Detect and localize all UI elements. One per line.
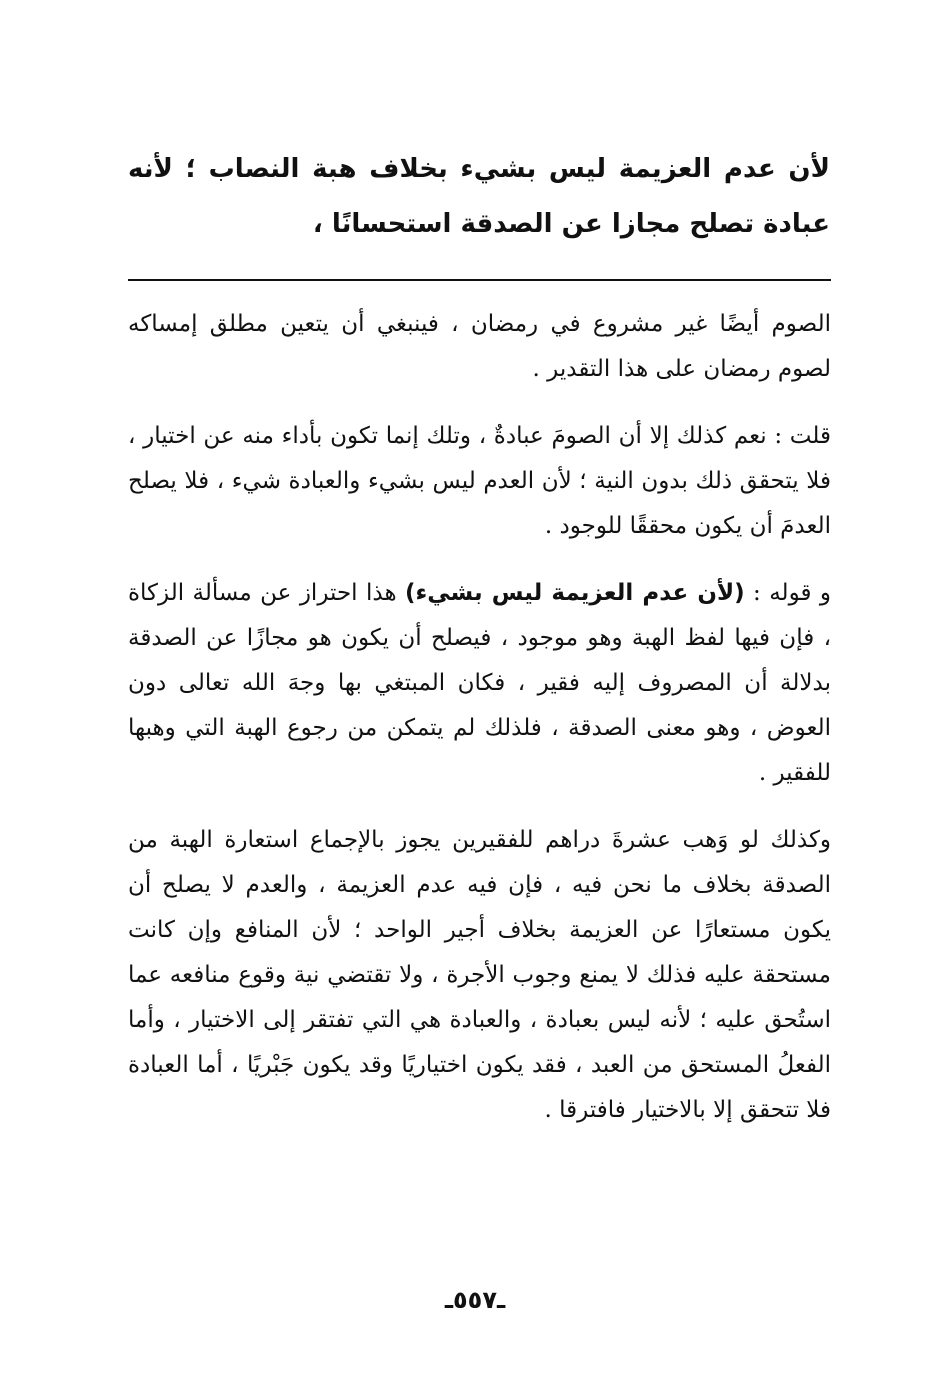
paragraph-3-lead: و قوله : [744,580,831,606]
commentary-paragraph-1: الصوم أيضًا غير مشروع في رمضان ، فينبغي أن يتعين مطلق إمساكه لصوم رمضان على هذا التقدير . [128,311,831,382]
commentary-paragraph-2: قلت : نعم كذلك إلا أن الصومَ عبادةٌ ، وتلك إنما تكون بأداء منه عن اختيار ، فلا يتحقق ذلك بدون النية ؛ لأن العدم ليس بشيء والعبادة شيء ، فلا يصلح العدمَ أن يكون محققًا للوجود . [128,423,831,539]
commentary-paragraph-3 [128,571,831,796]
commentary-paragraph-4: وكذلك لو وَهب عشرةَ دراهم للفقيرين يجوز بالإجماع استعارة الهبة من الصدقة بخلاف ما نحن فيه ، فإن فيه عدم العزيمة ، والعدم لا يصلح أن يكون مستعارًا عن العزيمة بخلاف أجير الواحد ؛ لأن المنافع وإن كانت مستحقة عليه فذلك لا يمنع وجوب الأجرة ، ولا تقتضي نية وقوع منافعه عما استُحق عليه ؛ لأنه ليس بعبادة ، والعبادة هي التي تفتقر إلى الاختيار ، وأما الفعلُ المستحق من العبد ، فقد يكون اختياريًا وقد يكون جَبْريًا ، أما العبادة فلا تتحقق إلا بالاختيار فافترقا . [128,827,831,1123]
quoted-matn-phrase: (لأن عدم العزيمة ليس بشيء) [405,580,745,606]
paragraph-3-body: هذا احتراز عن مسألة الزكاة ، فإن فيها لفظ الهبة وهو موجود ، فيصلح أن يكون هو مجازًا عن الصدقة بدلالة أن المصروف إليه فقير ، فكان المبتغي بها وجهَ الله تعالى دون العوض ، وهو معنى الصدقة ، فلذلك لم يتمكن من رجوع الهبة التي وهبها للفقير . [128,580,831,786]
separator-rule [128,279,831,281]
page-number: ـ٥٥٧ـ [444,1286,506,1314]
commentary-section [128,302,831,1155]
matn-text: لأن عدم العزيمة ليس بشيء بخلاف هبة النصاب ؛ لأنه عبادة تصلح مجازا عن الصدقة استحسانًا ، [128,154,830,239]
